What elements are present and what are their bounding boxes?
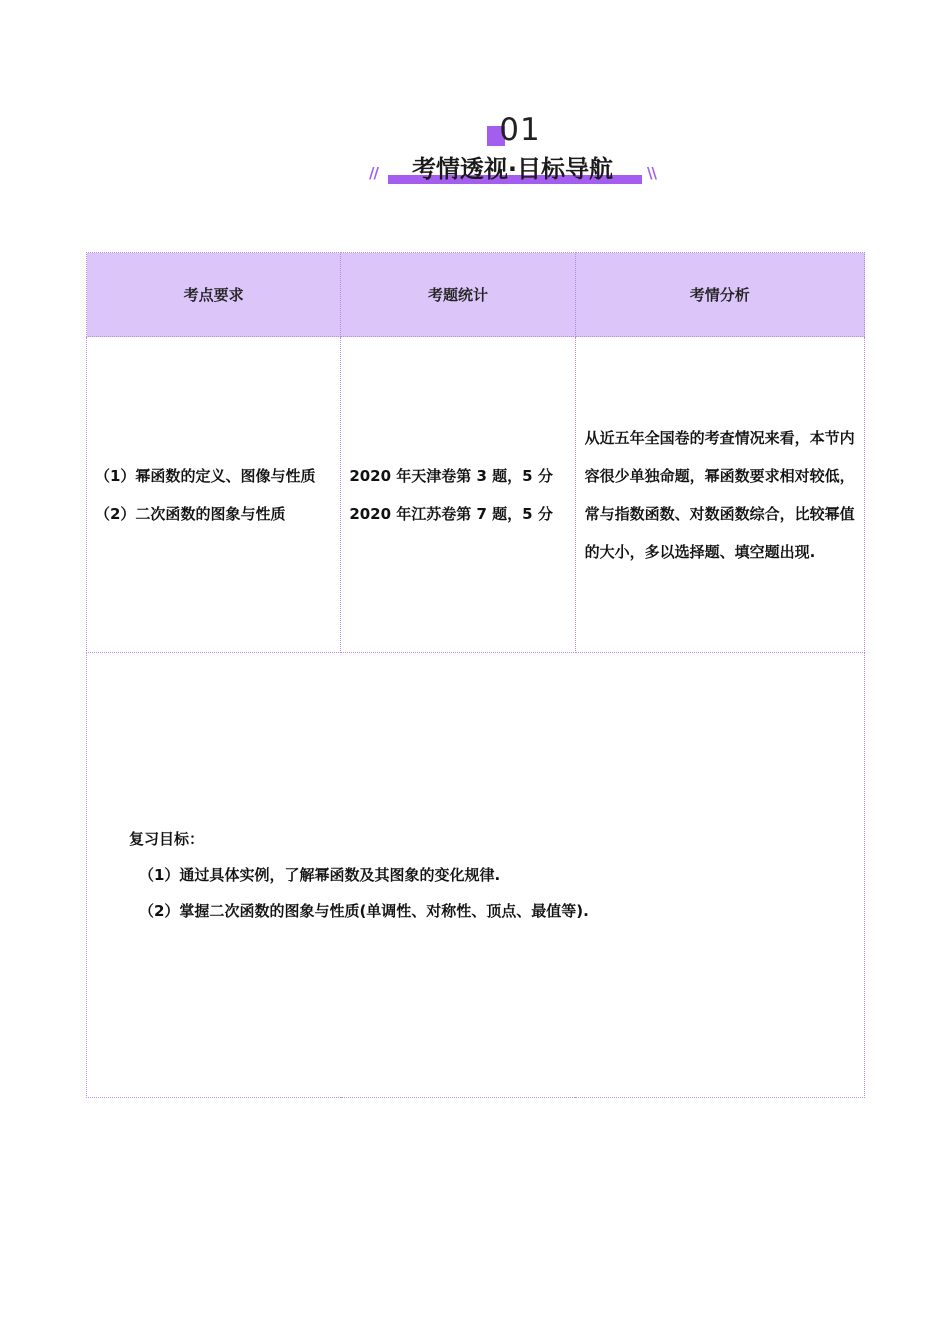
analysis-text: 从近五年全国卷的考查情况来看，本节内容很少单独命题，幂函数要求相对较低，常与指数函数、对数函数综合，比较幂值的大小，多以选择题、填空题出现. — [584, 428, 855, 561]
section-title: 考情透视·目标导航 — [411, 155, 614, 183]
statistic-item: 2020 年江苏卷第 7 题，5 分 — [349, 504, 553, 523]
requirements-cell — [87, 337, 341, 653]
slash-decoration-right: \\ — [647, 164, 656, 182]
exam-analysis-table — [86, 252, 865, 1098]
goal-item: （1）通过具体实例，了解幂函数及其图象的变化规律. — [139, 866, 501, 884]
column-header-analysis: 考情分析 — [575, 253, 864, 337]
section-number-block — [0, 112, 950, 152]
goals-row — [87, 653, 865, 1098]
requirement-item: （1）幂函数的定义、图像与性质 — [95, 466, 316, 485]
column-header-requirements: 考点要求 — [87, 253, 341, 337]
column-header-statistics: 考题统计 — [341, 253, 575, 337]
review-goals — [87, 653, 864, 929]
analysis-cell — [575, 337, 864, 653]
goal-item: （2）掌握二次函数的图象与性质(单调性、对称性、顶点、最值等). — [139, 902, 589, 920]
table-row — [87, 337, 865, 653]
goals-heading: 复习目标： — [129, 830, 205, 848]
table-header-row — [87, 253, 865, 337]
section-number: 01 — [499, 112, 541, 148]
requirement-item: （2）二次函数的图象与性质 — [95, 504, 286, 523]
section-title-block — [365, 152, 660, 194]
statistic-item: 2020 年天津卷第 3 题，5 分 — [349, 466, 553, 485]
goals-cell — [87, 653, 865, 1098]
statistics-cell — [341, 337, 575, 653]
slash-decoration-left: // — [369, 164, 378, 182]
